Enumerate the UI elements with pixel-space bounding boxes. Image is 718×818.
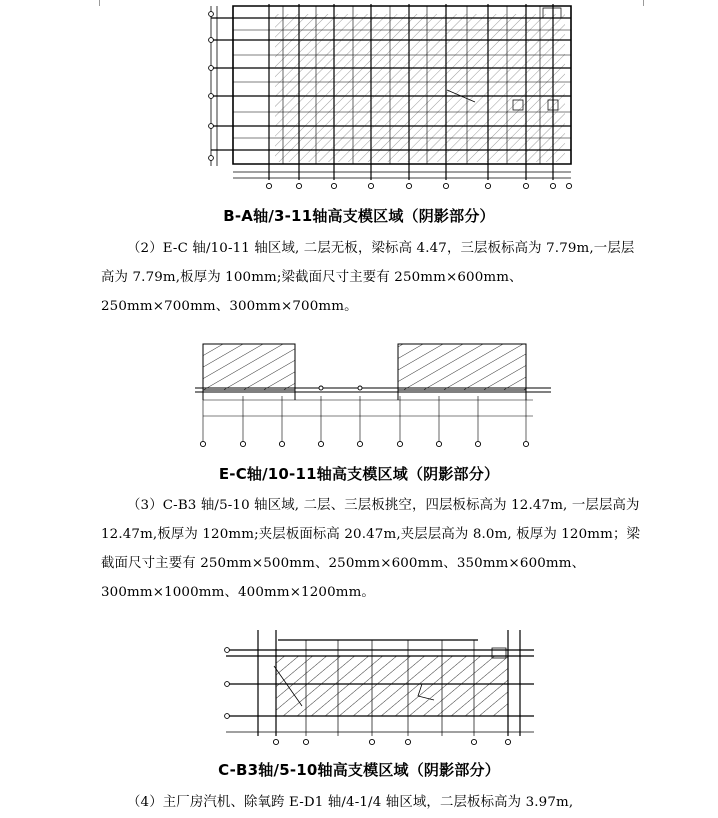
paragraph-text: （3）C-B3 轴/5-10 轴区域, 二层、三层板挑空，四层板标高为 12.47m, 一层层高为 12.47m,板厚为 120mm;夹层板面标高 20.47m,夹层层高为 8.0m, 板厚为 120mm；梁截面尺寸主要有 250mm×500mm、250mm×600mm、350mm×600mm、300mm×1000mm、400mm×1200mm。 — [101, 498, 641, 600]
figure-caption: E-C轴/10-11轴高支模区域（阴影部分） — [218, 465, 500, 483]
page-margin-mark-left — [99, 0, 100, 6]
figure-caption: B-A轴/3-11轴高支模区域（阴影部分） — [223, 207, 495, 225]
paragraph-ed1-4-14 — [101, 788, 646, 817]
paragraph-cb3-5-10 — [101, 491, 646, 607]
page-margin-mark-right — [643, 0, 644, 6]
paragraph-ec-10-11 — [101, 234, 646, 321]
figure-caption: C-B3轴/5-10轴高支模区域（阴影部分） — [218, 761, 500, 779]
drawing-cb3-5-10 — [222, 626, 538, 754]
paragraph-text: （4）主厂房汽机、除氧跨 E-D1 轴/4-1/4 轴区域，二层板标高为 3.97m, — [127, 795, 574, 810]
paragraph-text: （2）E-C 轴/10-11 轴区域, 二层无板，梁标高 4.47，三层板标高为 7.79m,一层层高为 7.79m,板厚为 100mm;梁截面尺寸主要有 250mm×600mm、250mm×700mm、300mm×700mm。 — [101, 241, 635, 314]
drawing-ec-10-11 — [193, 338, 553, 454]
drawing-ba-3-11 — [203, 0, 576, 192]
